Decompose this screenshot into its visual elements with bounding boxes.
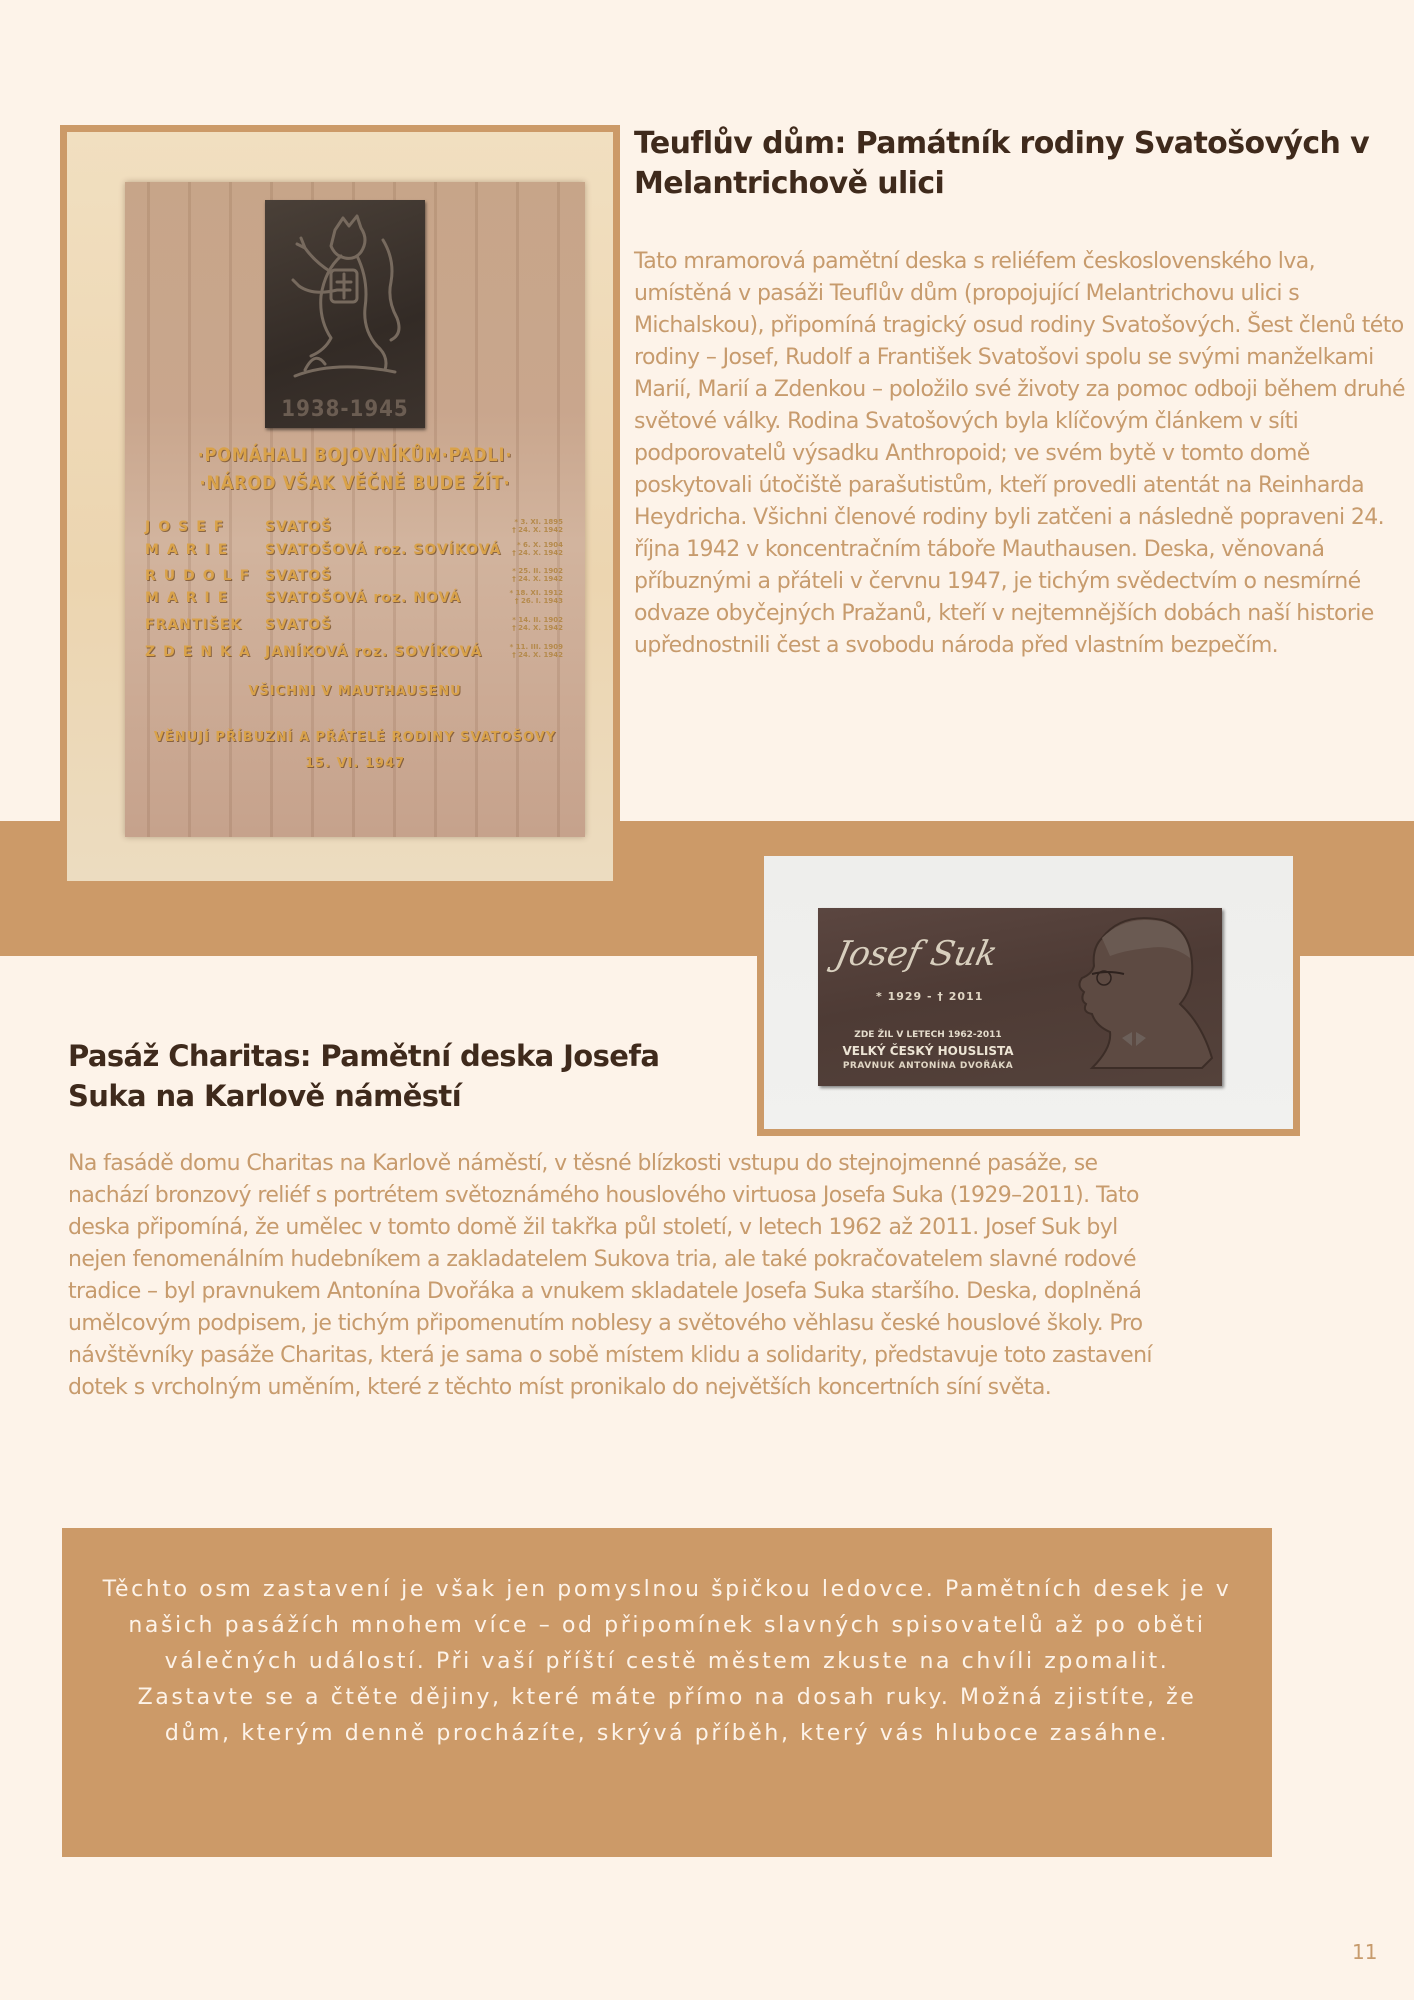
- plate-years: 1938-1945: [281, 397, 409, 422]
- bronze-line3: PRAVNUK ANTONÍNA DVOŘÁKA: [842, 1061, 1014, 1071]
- page-number: 11: [1352, 1940, 1378, 1964]
- plaque-motto-line1: ·POMÁHALI BOJOVNÍKŮM·PADLI·: [197, 444, 513, 466]
- plaque-dates: * 3. XI. 1895 † 24. X. 1942: [512, 518, 563, 534]
- plaque-name-row: FRANTIŠEK SVATOŠ: [145, 617, 333, 633]
- lion-relief: [265, 200, 425, 428]
- photo-frame-suk-plaque: [757, 849, 1300, 1136]
- plaque-dates: * 18. XI. 1912 † 26. I. 1943: [509, 589, 563, 605]
- closing-callout-box: [62, 1528, 1272, 1857]
- bronze-years: * 1929 - † 2011: [876, 990, 984, 1003]
- section2-title: Pasáž Charitas: Pamětní deska Josefa Suka na Karlově náměstí: [68, 1039, 660, 1113]
- plaque-name-row: MARIE SVATOŠOVÁ roz. NOVÁ: [145, 590, 462, 606]
- photo-frame-svatos-memorial: [60, 125, 620, 888]
- plaque-dates: * 11. III. 1909 † 24. X. 1942: [509, 643, 563, 659]
- bronze-plaque: [818, 908, 1222, 1086]
- czechoslovak-lion-icon: [265, 200, 425, 400]
- plaque-name-row: RUDOLF SVATOŠ: [145, 568, 333, 584]
- section1-title: Teuflův dům: Památník rodiny Svatošových v Melantrichově ulici: [634, 126, 1370, 201]
- bronze-line1: ZDE ŽIL V LETECH 1962-2011: [854, 1030, 1002, 1040]
- plaque-name-row: MARIE SVATOŠOVÁ roz. SOVÍKOVÁ: [145, 542, 502, 558]
- signature: Josef Suk: [831, 934, 1002, 974]
- section2-body: Na fasádě domu Charitas na Karlově náměstí, v těsné blízkosti vstupu do stejnojmenné pasáže, se nachází bronzový reliéf s portrétem světoznámého houslového virtuosa Josefa Suka (1929–2011). Tato deska připomíná, že umělec v tomto domě žil takřka půl století, v letech 1962 až 2011. Josef Suk byl nejen fenomenálním hudebníkem a zakladatelem Sukova tria, ale také pokračovatelem slavné rodové tradice – byl pravnukem Antonína Dvořáka a vnukem skladatele Josefa Suka staršího. Deska, doplněná umělcovým podpisem, je tichým připomenutím noblesy a světového věhlasu české houslové školy. Pro návštěvníky pasáže Charitas, která je sama o sobě místem klidu a solidarity, představuje toto zastavení dotek s vrcholným uměním, které z těchto míst pronikalo do největších koncertních síní světa.: [68, 1151, 1152, 1400]
- marble-plaque: [125, 182, 585, 837]
- bronze-line2: VELKÝ ČESKÝ HOUSLISTA: [842, 1044, 1014, 1058]
- plaque-date: 15. VI. 1947: [304, 756, 406, 771]
- photo-suk-bronze-plaque: [764, 856, 1293, 1129]
- plaque-motto-line2: ·NÁROD VŠAK VĚČNĚ BUDE ŽÍT·: [199, 472, 511, 494]
- plaque-dates: * 14. II. 1902 † 24. X. 1942: [512, 616, 563, 632]
- plaque-name-row: JOSEF SVATOŠ: [145, 519, 333, 535]
- portrait-relief-icon: [1052, 908, 1222, 1086]
- photo-svatos-memorial-plaque: [67, 132, 613, 881]
- plaque-all-in-mauthausen: VŠICHNI V MAUTHAUSENU: [248, 684, 462, 699]
- closing-callout-text: Těchto osm zastavení je však jen pomyslnou špičkou ledovce. Pamětních desek je v našich pasážích mnohem více – od připomínek slavných spisovatelů až po oběti válečných událostí. Při vaší příští cestě městem zkuste na chvíli zpomalit. Zastavte se a čtěte dějiny, které máte přímo na dosah ruky. Možná zjistíte, že dům, kterým denně procházíte, skrývá příběh, který vás hluboce zasáhne.: [102, 1577, 1232, 1746]
- section1-body: Tato mramorová pamětní deska s reliéfem československého lva, umístěná v pasáži Teuflův dům (propojující Melantrichovu ulici s Michalskou), připomíná tragický osud rodiny Svatošových. Šest členů této rodiny – Josef, Rudolf a František Svatošovi spolu se svými manželkami Marií, Marií a Zdenkou – položilo své životy za pomoc odboji během druhé světové války. Rodina Svatošových byla klíčovým článkem v síti podporovatelů výsadku Anthropoid; ve svém bytě v tomto domě poskytovali útočiště parašutistům, kteří provedli atentát na Reinharda Heydricha. Všichni členové rodiny byli zatčeni a následně popraveni 24. října 1942 v koncentračním táboře Mauthausen. Deska, věnovaná příbuznými a přáteli v červnu 1947, je tichým svědectvím o nesmírné odvaze obyčejných Pražanů, kteří v nejtemnějších dobách naší historie upřednostnili čest a svobodu národa před vlastním bezpečím.: [634, 249, 1405, 658]
- plaque-dates: * 25. II. 1902 † 24. X. 1942: [512, 567, 563, 583]
- plaque-name-row: ZDENKA JANÍKOVÁ roz. SOVÍKOVÁ: [145, 644, 483, 660]
- plaque-dedication: VĚNUJÍ PŘÍBUZNÍ A PŘÁTELÉ RODINY SVATOŠOVY: [153, 730, 557, 745]
- plaque-dates: * 6. X. 1904 † 24. X. 1942: [512, 541, 563, 557]
